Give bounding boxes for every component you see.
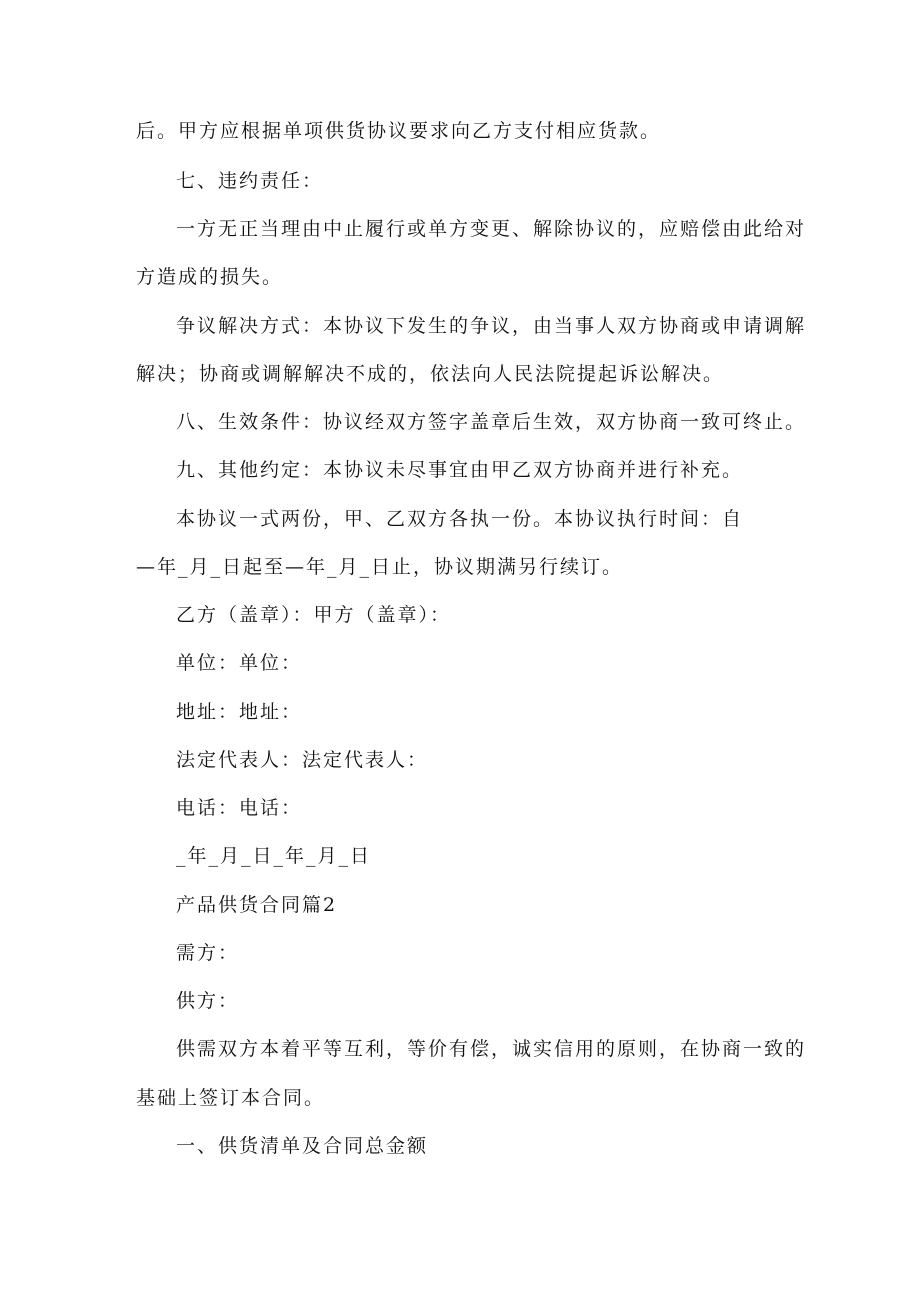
- section-heading-other: 九、其他约定：本协议未尽事宜由甲乙双方协商并进行补充。: [176, 459, 744, 481]
- paragraph-line: 基础上签订本合同。: [136, 1087, 326, 1109]
- signature-stamp-line: 乙方（盖章）：甲方（盖章）：: [176, 604, 452, 626]
- paragraph-line: 供需双方本着平等互利，等价有偿，诚实信用的原则，在协商一致的: [176, 1038, 807, 1060]
- signature-address-line: 地址：地址：: [176, 701, 303, 723]
- section-heading-breach: 七、违约责任：: [176, 170, 324, 192]
- signature-representative-line: 法定代表人：法定代表人：: [176, 749, 429, 771]
- buyer-line: 需方：: [176, 942, 240, 964]
- paragraph-line: 一方无正当理由中止履行或单方变更、解除协议的，应赔偿由此给对: [176, 218, 807, 240]
- contract-title: 产品供货合同篇2: [176, 894, 338, 916]
- paragraph-line: 解决；协商或调解解决不成的，依法向人民法院提起诉讼解决。: [136, 363, 725, 385]
- paragraph-line: —年_月_日起至—年_月_日止，协议期满另行续订。: [136, 556, 624, 578]
- paragraph-line: 方造成的损失。: [136, 266, 284, 288]
- section-heading-effect: 八、生效条件：协议经双方签字盖章后生效，双方协商一致可终止。: [176, 411, 807, 433]
- paragraph-line: 本协议一式两份，甲、乙双方各执一份。本协议执行时间：自: [176, 508, 744, 530]
- signature-date-line: _年_月_日_年_月_日: [176, 845, 372, 867]
- paragraph-line: 争议解决方式：本协议下发生的争议，由当事人双方协商或申请调解: [176, 315, 807, 337]
- section-heading-supply-list: 一、供货清单及合同总金额: [176, 1135, 429, 1157]
- signature-phone-line: 电话：电话：: [176, 797, 303, 819]
- supplier-line: 供方：: [176, 990, 240, 1012]
- signature-unit-line: 单位：单位：: [176, 652, 303, 674]
- paragraph-line: 后。甲方应根据单项供货协议要求向乙方支付相应货款。: [136, 120, 662, 142]
